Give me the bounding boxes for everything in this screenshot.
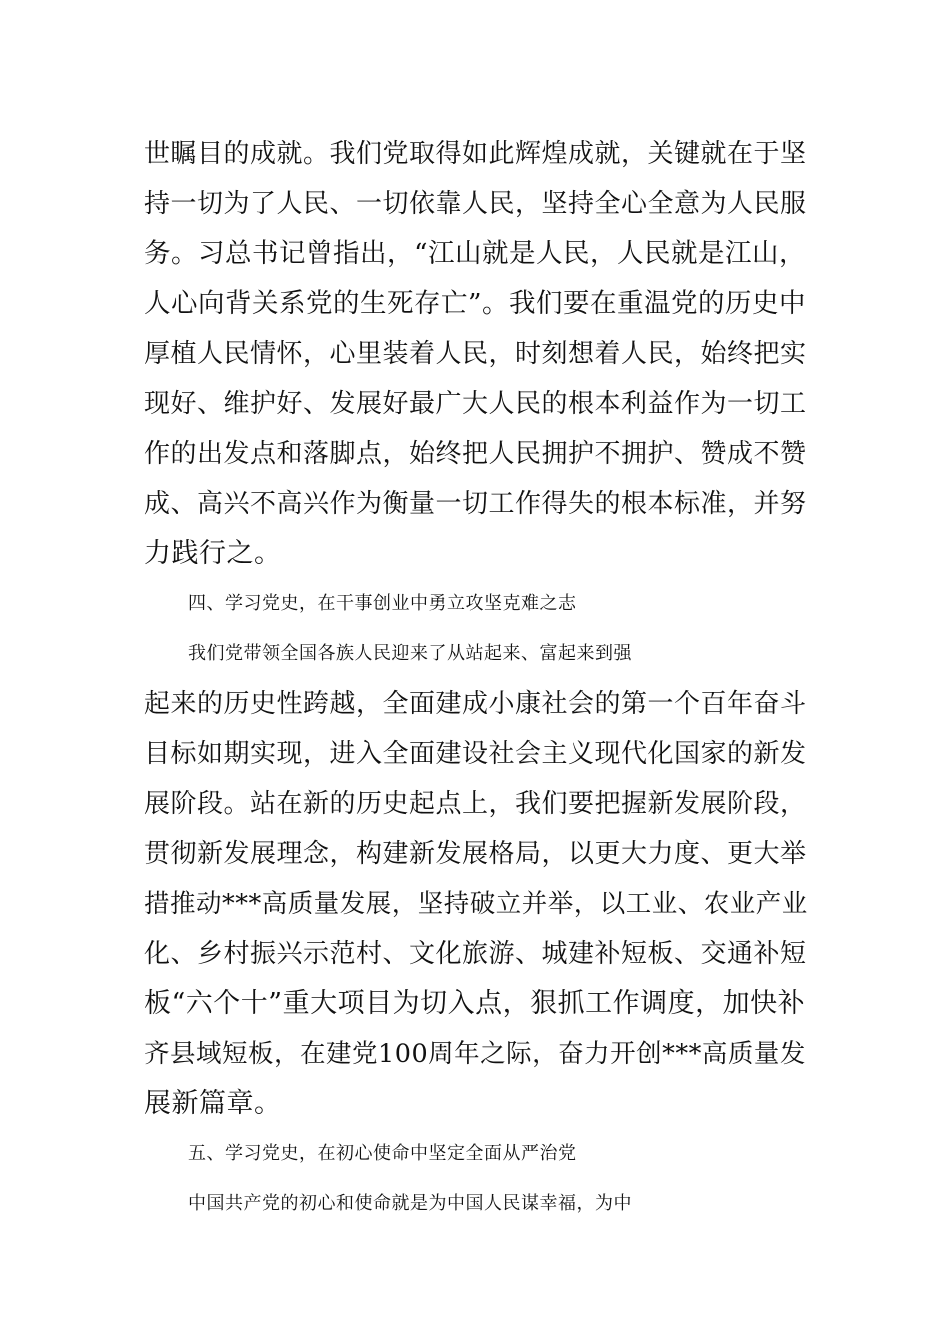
paragraph-line: 厚植人民情怀，心里装着人民，时刻想着人民，始终把实 xyxy=(144,339,807,369)
paragraph-line: 起来的历史性跨越，全面建成小康社会的第一个百年奋斗 xyxy=(144,689,807,719)
paragraph-line: 世瞩目的成就。我们党取得如此辉煌成就，关键就在于坚 xyxy=(144,139,807,169)
paragraph-line: 持一切为了人民、一切依靠人民，坚持全心全意为人民服 xyxy=(144,189,807,219)
paragraph-line: 齐县域短板，在建党100周年之际，奋力开创***高质量发 xyxy=(144,1039,806,1069)
paragraph-line: 展阶段。站在新的历史起点上，我们要把握新发展阶段， xyxy=(144,789,807,819)
section-heading: 五、学习党史，在初心使命中坚定全面从严治党 xyxy=(188,1143,577,1164)
paragraph-line: 人心向背关系党的生死存亡”。我们要在重温党的历史中 xyxy=(144,288,807,319)
paragraph-line: 贯彻新发展理念，构建新发展格局，以更大力度、更大举 xyxy=(144,839,807,869)
paragraph-line: 成、高兴不高兴作为衡量一切工作得失的根本标准，并努 xyxy=(144,489,807,519)
paragraph-line: 板“六个十”重大项目为切入点，狠抓工作调度，加快补 xyxy=(144,988,806,1019)
paragraph-line: 我们党带领全国各族人民迎来了从站起来、富起来到强 xyxy=(188,643,632,664)
paragraph-line: 展新篇章。 xyxy=(144,1088,282,1119)
paragraph-line: 作的出发点和落脚点，始终把人民拥护不拥护、赞成不赞 xyxy=(144,439,807,469)
paragraph-line: 现好、维护好、发展好最广大人民的根本利益作为一切工 xyxy=(144,389,807,419)
paragraph-line: 中国共产党的初心和使命就是为中国人民谋幸福，为中 xyxy=(188,1193,632,1214)
paragraph-line: 目标如期实现，进入全面建设社会主义现代化国家的新发 xyxy=(144,739,807,769)
paragraph-line: 力践行之。 xyxy=(144,538,282,569)
paragraph-line: 务。习总书记曾指出，“江山就是人民，人民就是江山， xyxy=(144,238,807,269)
section-heading: 四、学习党史，在干事创业中勇立攻坚克难之志 xyxy=(188,593,577,614)
paragraph-line: 措推动***高质量发展，坚持破立并举，以工业、农业产业 xyxy=(144,889,808,919)
paragraph-line: 化、乡村振兴示范村、文化旅游、城建补短板、交通补短 xyxy=(144,939,807,969)
